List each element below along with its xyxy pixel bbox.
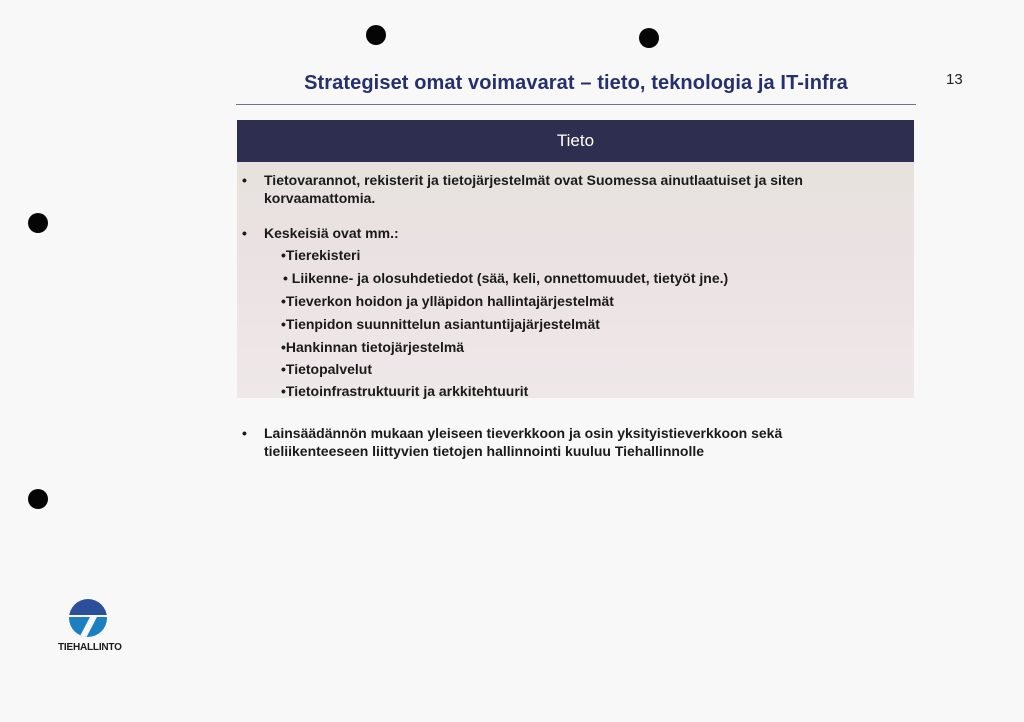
- sub-list-item: •Tietoinfrastruktuurit ja arkkitehtuurit: [281, 383, 529, 399]
- logo-text: TIEHALLINTO: [58, 642, 122, 653]
- bullet-item: [236, 224, 846, 242]
- sub-list-item: •Tienpidon suunnittelun asiantuntijajärjestelmät: [281, 316, 600, 332]
- slide-title: Strategiset omat voimavarat – tieto, teknologia ja IT-infra: [304, 72, 848, 94]
- section-header-text: Tieto: [556, 131, 595, 150]
- section-header-bar: [237, 120, 914, 162]
- sub-list-item: •Tietopalvelut: [281, 361, 372, 377]
- punch-hole-top-left: [366, 25, 386, 45]
- page-number: 13: [946, 71, 963, 88]
- sub-list-item: • Liikenne- ja olosuhdetiedot (sää, keli, onnettomuudet, tietyöt jne.): [283, 270, 729, 286]
- bullet-marker: •: [242, 172, 247, 188]
- punch-hole-left-upper: [28, 213, 48, 233]
- bullet-text: Tietovarannot, rekisterit ja tietojärjestelmät ovat Suomessa ainutlaatuiset ja siten korvaamattomia.: [264, 172, 803, 206]
- punch-hole-top-right: [639, 28, 659, 48]
- sub-list-item: •Tierekisteri: [281, 247, 361, 263]
- bullet-item: [236, 171, 846, 207]
- tiehallinto-logo: [58, 598, 130, 653]
- title-divider: [236, 104, 916, 105]
- punch-hole-left-lower: [28, 489, 48, 509]
- bullet-item: [236, 424, 836, 460]
- sub-list-item: •Hankinnan tietojärjestelmä: [281, 339, 465, 355]
- tiehallinto-logo-icon: [67, 598, 109, 638]
- sub-list-item: •Tieverkon hoidon ja ylläpidon hallintajärjestelmät: [281, 293, 614, 309]
- bullet-marker: •: [242, 225, 247, 241]
- bullet-marker: •: [242, 425, 247, 441]
- bullet-text: Keskeisiä ovat mm.:: [264, 225, 399, 241]
- bullet-text: Lainsäädännön mukaan yleiseen tieverkkoon ja osin yksityistieverkkoon sekä tieliikenteeseen liittyvien tietojen hallinnointi kuuluu Tiehallinnolle: [264, 425, 783, 459]
